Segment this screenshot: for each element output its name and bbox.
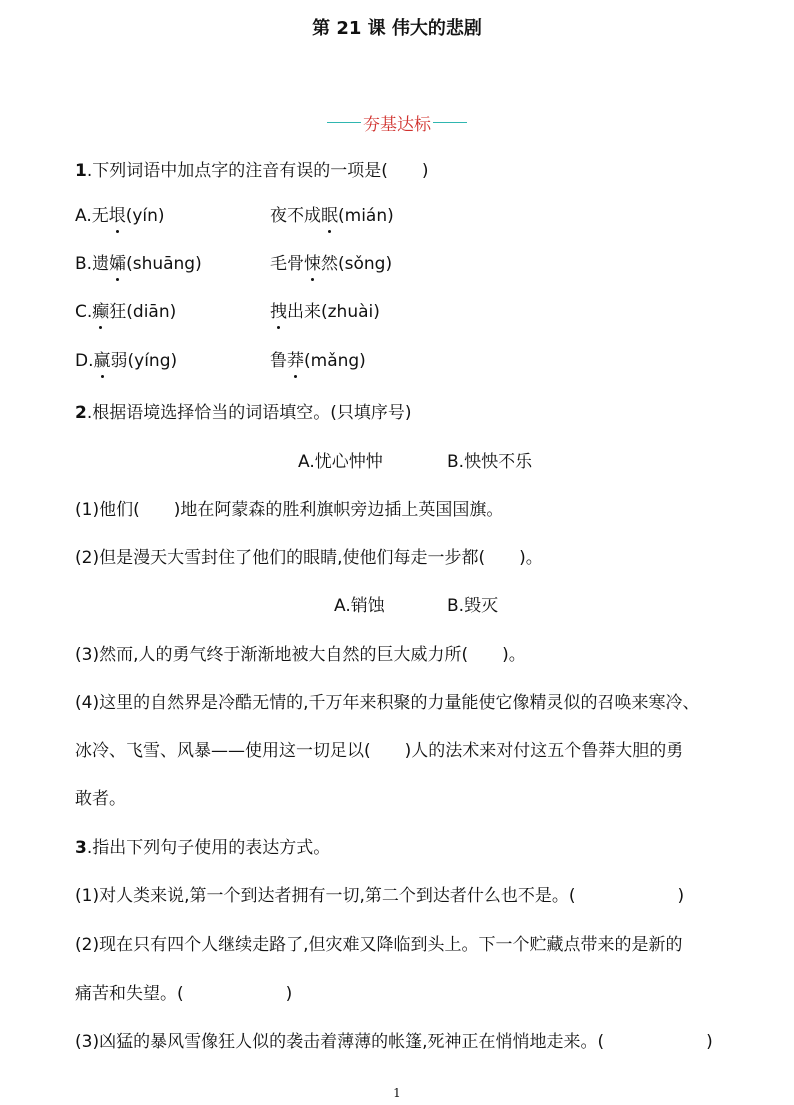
sentence-4-line-2: 冰冷、飞雪、风暴——使用这一切足以( )人的法术来对付这五个鲁莽大胆的勇 xyxy=(75,741,684,761)
sentence-1: (1)对人类来说,第一个到达者拥有一切,第二个到达者什么也不是。( ) xyxy=(75,886,685,906)
page-number: 1 xyxy=(393,1086,401,1100)
option-text: 出来(zhuài) xyxy=(287,302,380,322)
word-choice-b: B.怏怏不乐 xyxy=(447,452,533,472)
option-text: (mián) xyxy=(338,206,394,226)
word-choice-b: B.毁灭 xyxy=(447,596,499,616)
option-text: B.遗 xyxy=(75,254,110,274)
sentence-2-line-2: 痛苦和失望。( ) xyxy=(75,984,293,1004)
dotted-char: 垠 xyxy=(108,206,126,226)
dotted-char: 孀 xyxy=(109,254,127,274)
sentence-1: (1)他们( )地在阿蒙森的胜利旗帜旁边插上英国国旗。 xyxy=(75,500,504,520)
option-text: (yín) xyxy=(125,206,165,226)
option-text: (shuāng) xyxy=(126,254,202,274)
option-text: 然(sǒng) xyxy=(321,254,393,274)
option-a-word-2 xyxy=(270,204,394,228)
question-2-stem xyxy=(75,401,412,425)
option-text: 弱(yíng) xyxy=(110,351,178,371)
page-title: 第 21 课 伟大的悲剧 xyxy=(312,18,482,39)
option-d-word-2 xyxy=(270,349,366,373)
sentence-4-line-3: 敢者。 xyxy=(75,789,126,809)
option-b-word-2 xyxy=(270,252,392,276)
option-text: 毛骨 xyxy=(270,254,304,274)
option-text: (mǎng) xyxy=(304,351,366,371)
question-number: 2 xyxy=(75,403,87,423)
option-text: 狂(diān) xyxy=(109,302,177,322)
option-text: 夜不成 xyxy=(270,206,321,226)
section-rule-right xyxy=(433,122,467,124)
sentence-3: (3)凶猛的暴风雪像狂人似的袭击着薄薄的帐篷,死神正在悄悄地走来。( ) xyxy=(75,1032,713,1052)
dotted-char: 悚 xyxy=(304,254,321,274)
section-rule-left xyxy=(327,122,361,124)
dotted-char: 眠 xyxy=(321,206,338,226)
option-d xyxy=(75,349,177,373)
section-heading xyxy=(0,110,794,135)
sentence-2-line-1: (2)现在只有四个人继续走路了,但灾难又降临到头上。下一个贮藏点带来的是新的 xyxy=(75,935,683,955)
question-text: .下列词语中加点字的注音有误的一项是( ) xyxy=(86,161,429,181)
sentence-4-line-1: (4)这里的自然界是冷酷无情的,千万年来积聚的力量能使它像精灵似的召唤来寒冷、 xyxy=(75,693,700,713)
option-text: 鲁 xyxy=(270,351,287,371)
question-number: 1 xyxy=(75,161,87,181)
dotted-char: 赢 xyxy=(93,351,111,371)
question-3-stem xyxy=(75,836,330,860)
option-text: C. xyxy=(75,302,93,322)
question-text: .指出下列句子使用的表达方式。 xyxy=(86,838,331,858)
word-choice-a: A.销蚀 xyxy=(334,596,385,616)
option-c xyxy=(75,300,176,324)
option-c-word-2 xyxy=(270,300,380,324)
question-1-stem xyxy=(75,159,429,183)
sentence-3: (3)然而,人的勇气终于渐渐地被大自然的巨大威力所( )。 xyxy=(75,645,526,665)
word-choice-a: A.忧心忡忡 xyxy=(298,452,383,472)
option-b xyxy=(75,252,202,276)
option-text: D. xyxy=(75,351,94,371)
question-text: .根据语境选择恰当的词语填空。(只填序号) xyxy=(86,403,412,423)
dotted-char: 莽 xyxy=(287,351,304,371)
dotted-char: 拽 xyxy=(270,302,287,322)
question-number: 3 xyxy=(75,838,87,858)
option-text: A.无 xyxy=(75,206,109,226)
sentence-2: (2)但是漫天大雪封住了他们的眼睛,使他们每走一步都( )。 xyxy=(75,548,543,568)
section-label: 夯基达标 xyxy=(363,115,431,135)
option-a xyxy=(75,204,165,228)
dotted-char: 癫 xyxy=(92,302,110,322)
